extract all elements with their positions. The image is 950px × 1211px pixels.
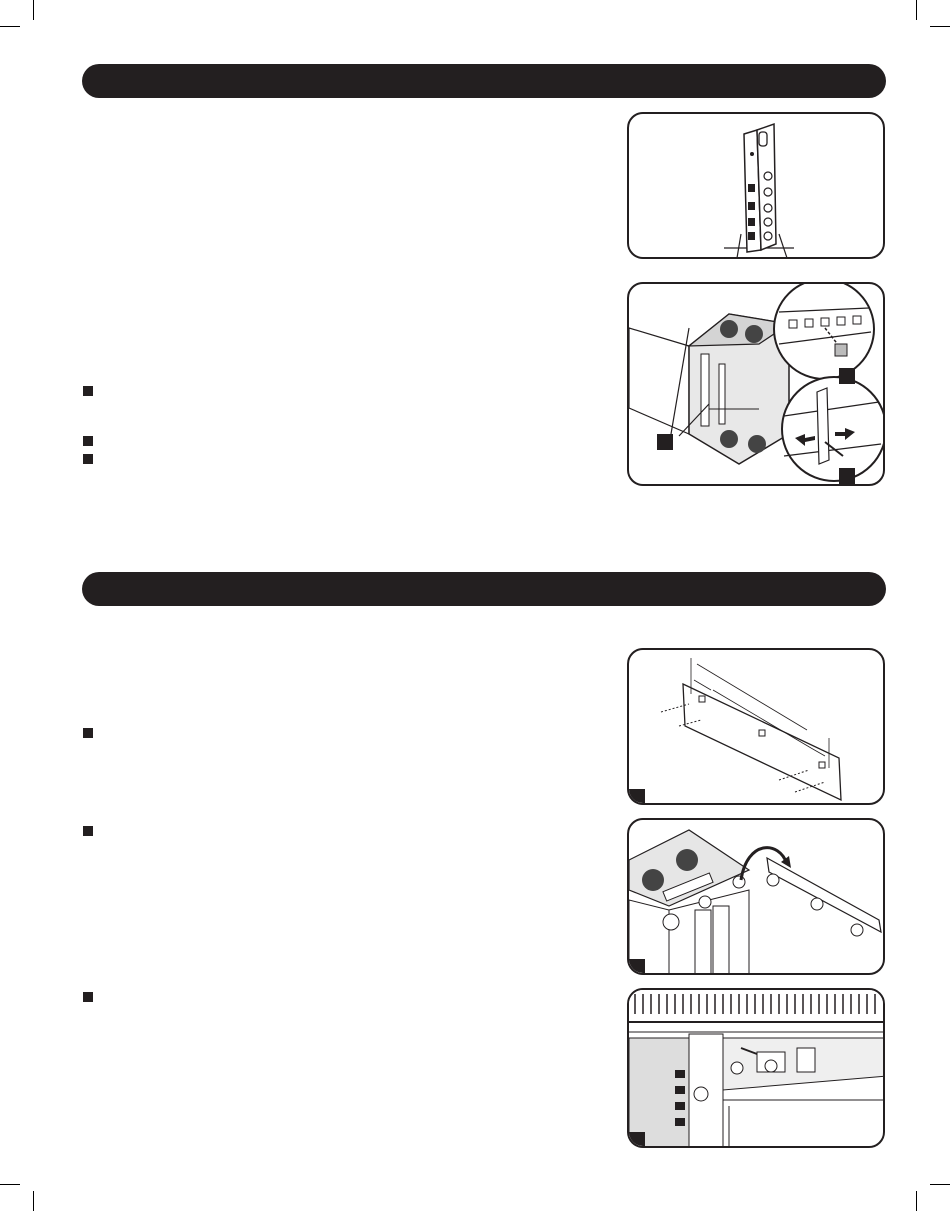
callout-tag xyxy=(657,434,673,450)
step-bullet xyxy=(83,436,93,446)
figure-bracket-dimensions xyxy=(627,648,885,805)
crop-mark xyxy=(930,1184,950,1185)
crop-mark xyxy=(33,0,34,20)
bracket-attach-illustration xyxy=(629,820,885,975)
figure-rail-closeup xyxy=(627,112,885,259)
section-header-bar xyxy=(82,64,886,98)
step-bullet xyxy=(83,992,93,1002)
step-bullet xyxy=(83,728,93,738)
crop-mark xyxy=(0,1184,20,1185)
figure-bracket-installed xyxy=(627,988,885,1148)
crop-mark xyxy=(0,26,20,27)
figure-bracket-attach xyxy=(627,818,885,975)
crop-mark xyxy=(916,0,917,20)
step-bullet xyxy=(83,454,93,464)
section-header-bar xyxy=(82,572,886,606)
rail-illustration xyxy=(629,114,885,259)
figure-cabinet-rail-adjustment xyxy=(627,282,885,486)
figure-tag xyxy=(629,789,645,805)
crop-mark xyxy=(916,1191,917,1211)
bracket-installed-illustration xyxy=(629,990,885,1148)
step-bullet xyxy=(83,386,93,396)
cabinet-illustration xyxy=(629,284,885,486)
callout-tag xyxy=(839,368,855,384)
callout-tag xyxy=(839,468,855,484)
crop-mark xyxy=(930,26,950,27)
figure-tag xyxy=(629,1132,645,1148)
bracket-diagram xyxy=(629,650,885,805)
step-bullet xyxy=(83,826,93,836)
crop-mark xyxy=(33,1191,34,1211)
figure-tag xyxy=(629,959,645,975)
